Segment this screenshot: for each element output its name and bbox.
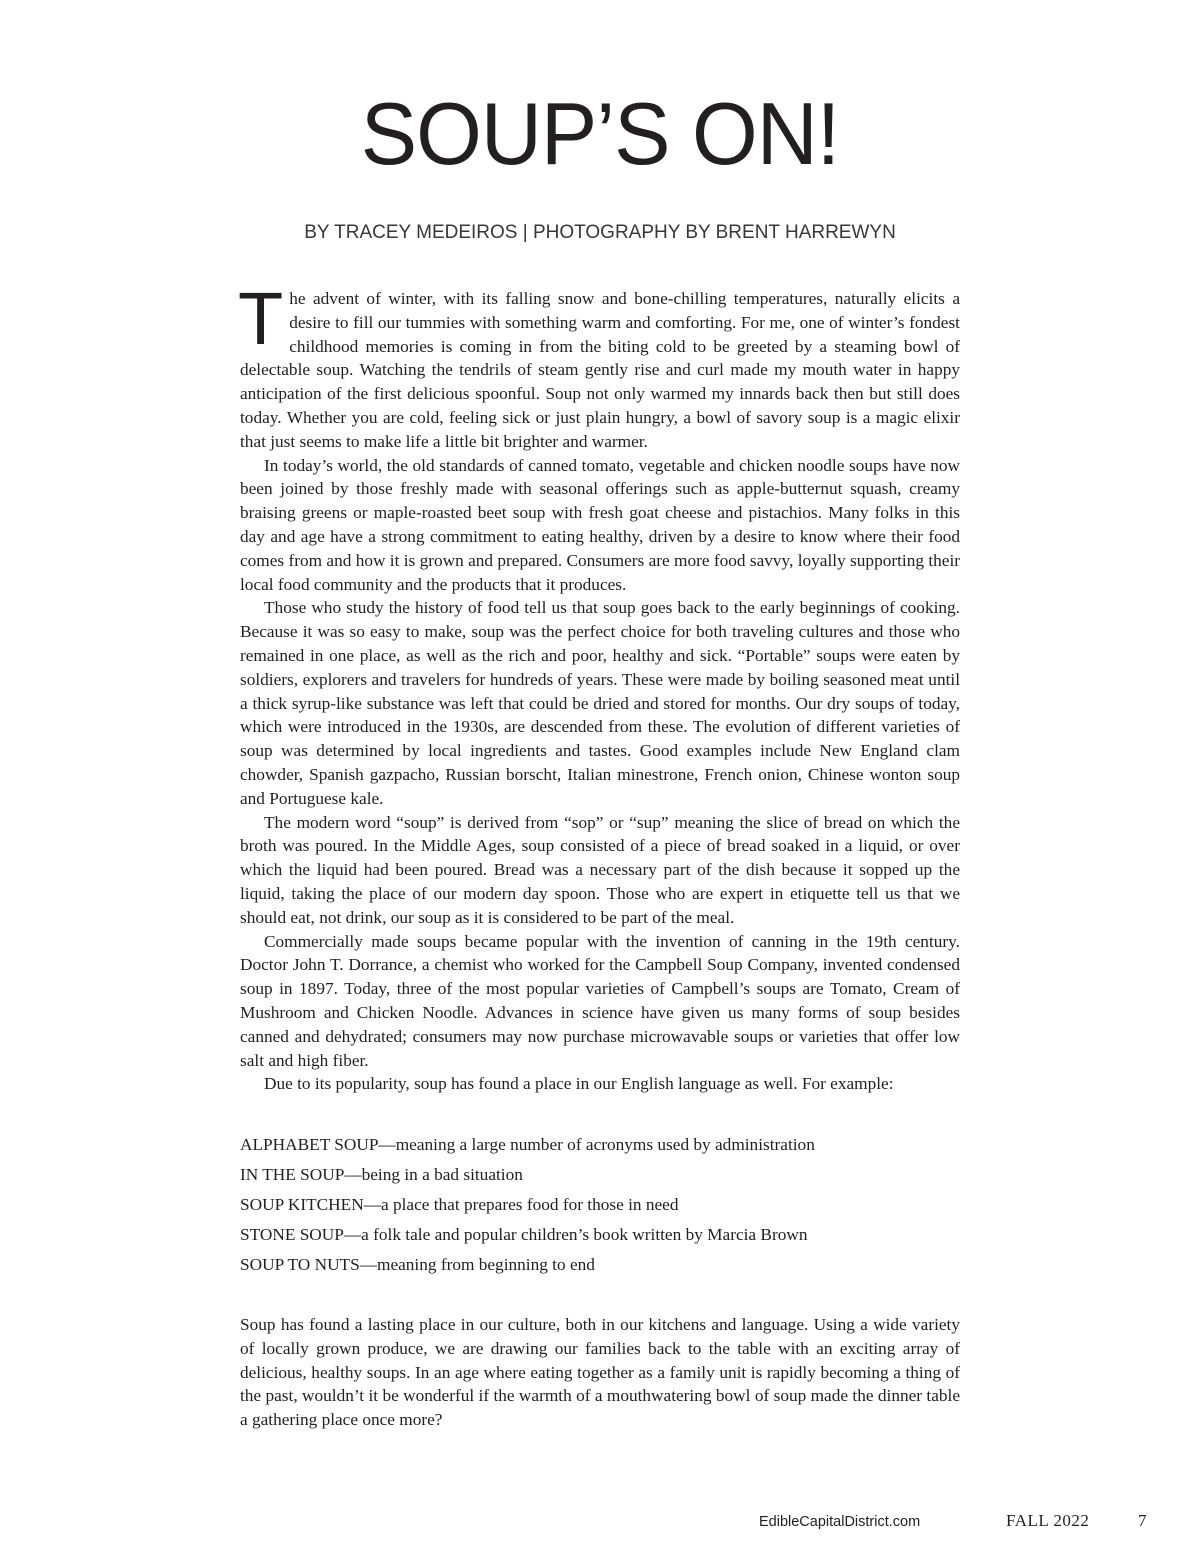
body-paragraph: In today’s world, the old standards of canned tomato, vegetable and chicken noodle soups have now been joined by those freshly made with seasonal offerings such as apple-butternut squash, creamy braising greens or maple-roasted beet soup with fresh goat cheese and pistachios. Many folks in this day and age have a strong commitment to eating healthy, driven by a desire to know where their food comes from and how it is grown and prepared. Consumers are more food savvy, loyally supporting their local food community and the products that it produces.	[240, 455, 960, 594]
closing-paragraph: Soup has found a lasting place in our culture, both in our kitchens and language. Using a wide variety of locally grown produce, we are drawing our families back to the table with an exciting array of delicious, healthy soups. In an age where eating together as a family unit is rapidly becoming a thing of the past, wouldn’t it be wonderful if the warmth of a mouthwatering bowl of soup made the dinner table a gathering place once more?	[240, 1315, 960, 1430]
idiom-item: ALPHABET SOUP—meaning a large number of acronyms used by administration	[240, 1135, 815, 1155]
footer-website: EdibleCapitalDistrict.com	[759, 1514, 921, 1530]
idiom-item: SOUP TO NUTS—meaning from beginning to end	[240, 1255, 595, 1275]
intro-text: he advent of winter, with its falling snow and bone-chilling temperatures, naturally elicits a desire to fill our tummies with something warm and comforting. For me, one of winter’s fondest childhood memories is coming in from the biting cold to be greeted by a steaming bowl of delectable soup. Watching the tendrils of steam gently rise and curl made my mouth water in happy anticipation of the first delicious spoonful. Soup not only warmed my innards back then but still does today. Whether you are cold, feeling sick or just plain hungry, a bowl of savory soup is a magic elixir that just seems to make life a little bit brighter and warmer.	[240, 289, 960, 451]
article-body	[238, 277, 960, 1432]
byline: BY TRACEY MEDEIROS | PHOTOGRAPHY BY BRENT HARREWYN	[304, 222, 896, 243]
drop-cap: T	[238, 277, 284, 360]
body-paragraph: Those who study the history of food tell us that soup goes back to the early beginnings of cooking. Because it was so easy to make, soup was the perfect choice for both traveling cultures and those who remained in one place, as well as the rich and poor, healthy and sick. “Portable” soups were eaten by soldiers, explorers and travelers for hundreds of years. These were made by boiling seasoned meat until a thick syrup-like substance was left that could be dried and stored for months. Our dry soups of today, which were introduced in the 1930s, are descended from these. The evolution of different varieties of soup was determined by local ingredients and tastes. Good examples include New England clam chowder, Spanish gazpacho, Russian borscht, Italian minestrone, French onion, Chinese wonton soup and Portuguese kale.	[240, 598, 960, 808]
body-paragraph: Due to its popularity, soup has found a place in our English language as well. For example:	[264, 1074, 894, 1094]
soup-idiom-list	[240, 1130, 960, 1280]
article-title: SOUP’S ON!	[360, 84, 840, 183]
body-paragraph: The modern word “soup” is derived from “sop” or “sup” meaning the slice of bread on which the broth was poured. In the Middle Ages, soup consisted of a piece of bread soaked in a liquid, or over which the liquid had been poured. Bread was a necessary part of the dish because it sopped up the liquid, taking the place of our modern day spoon. Those who are expert in etiquette tell us that we should eat, not drink, our soup as it is considered to be part of the meal.	[240, 812, 960, 927]
page-number: 7	[1138, 1511, 1147, 1530]
idiom-item: STONE SOUP—a folk tale and popular children’s book written by Marcia Brown	[240, 1225, 808, 1245]
footer-issue: FALL 2022	[1006, 1511, 1090, 1530]
body-paragraph: Commercially made soups became popular with the invention of canning in the 19th century. Doctor John T. Dorrance, a chemist who worked for the Campbell Soup Company, invented condensed soup in 1897. Today, three of the most popular varieties of Campbell’s soups are Tomato, Cream of Mushroom and Chicken Noodle. Advances in science have given us many forms of soup besides canned and dehydrated; consumers may now purchase microwavable soups or varieties that offer low salt and high fiber.	[240, 931, 960, 1070]
idiom-item: SOUP KITCHEN—a place that prepares food for those in need	[240, 1195, 679, 1215]
intro-paragraph	[238, 277, 960, 454]
idiom-item: IN THE SOUP—being in a bad situation	[240, 1165, 523, 1185]
